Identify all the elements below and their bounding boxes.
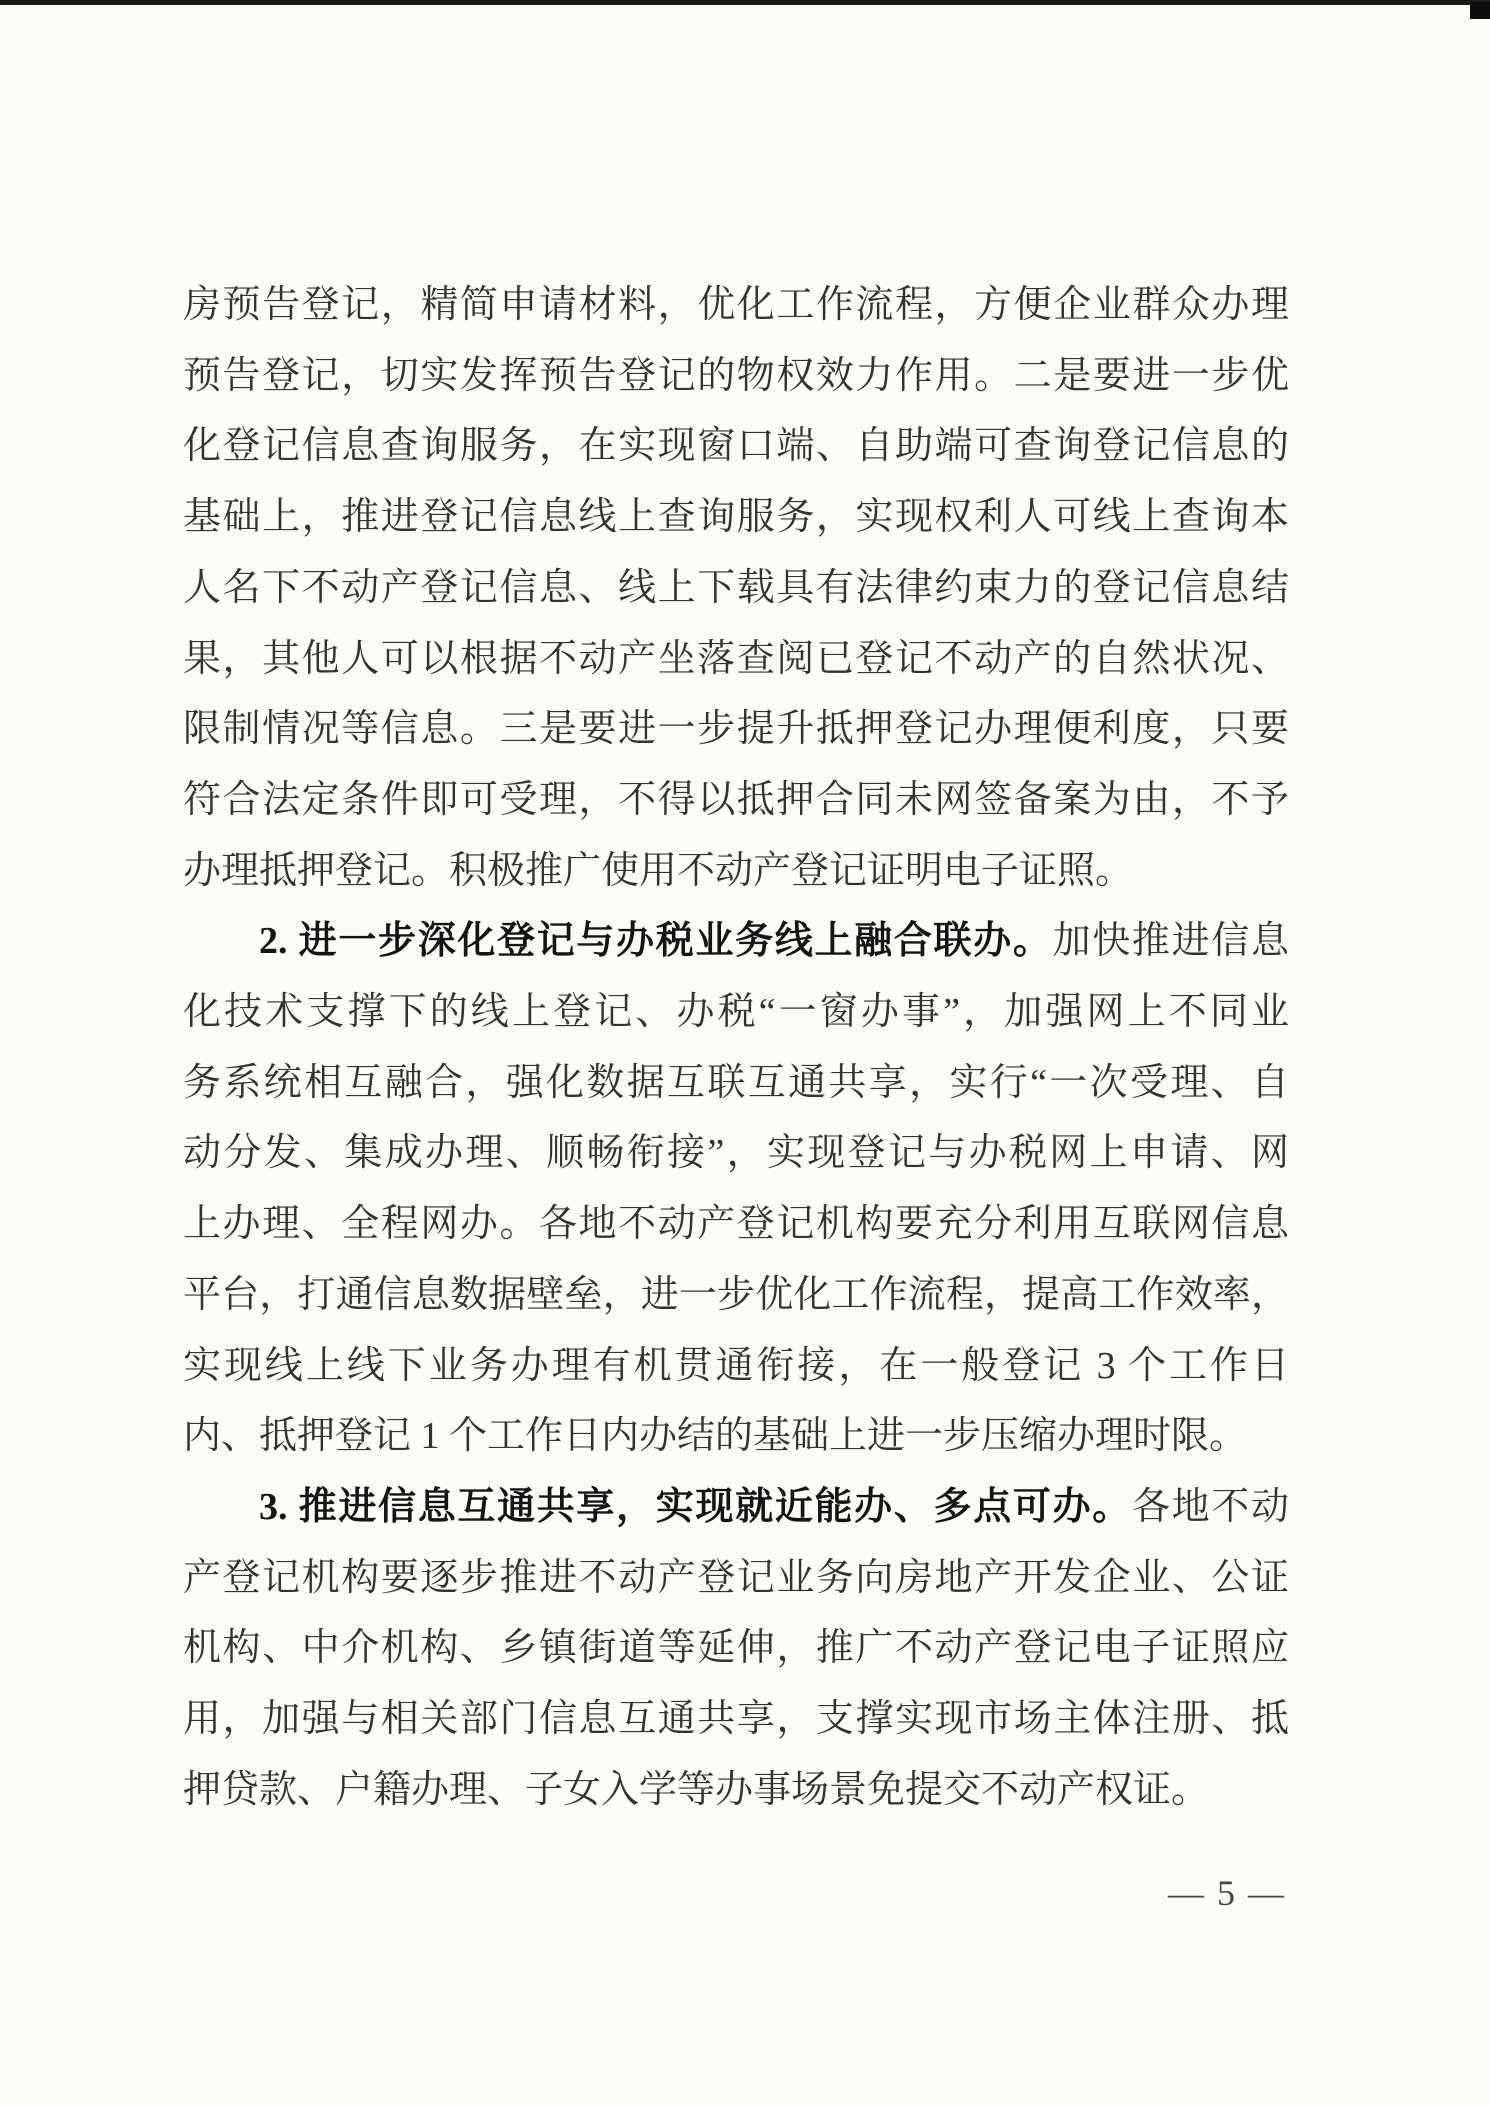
text-line <box>183 1189 1289 1260</box>
text-run: 实现线上线下业务办理有机贯通衔接，在一般登记 3 个工作日 <box>183 1344 1289 1387</box>
scan-corner-artifact <box>1470 2 1490 19</box>
scan-top-edge-artifact <box>0 0 1490 5</box>
text-line <box>183 765 1289 836</box>
text-line <box>183 482 1289 553</box>
text-run: 预告登记，切实发挥预告登记的物权效力作用。二是要进一步优 <box>183 354 1289 397</box>
text-line <box>183 341 1289 412</box>
text-run: 上办理、全程网办。各地不动产登记机构要充分利用互联网信息 <box>183 1203 1289 1246</box>
text-run: 动分发、集成办理、顺畅衔接”，实现登记与办税网上申请、网 <box>183 1132 1289 1175</box>
text-run: 符合法定条件即可受理，不得以抵押合同未网签备案为由，不予 <box>183 778 1289 821</box>
text-run: 房预告登记，精简申请材料，优化工作流程，方便企业群众办理 <box>183 284 1289 326</box>
text-run: 机构、中介机构、乡镇街道等延伸，推广不动产登记电子证照应 <box>183 1627 1289 1670</box>
text-run: 限制情况等信息。三是要进一步提升抵押登记办理便利度，只要 <box>183 708 1289 751</box>
text-line <box>183 1260 1289 1331</box>
text-run: 用，加强与相关部门信息互通共享，支撑实现市场主体注册、抵 <box>183 1698 1289 1741</box>
text-run: 务系统相互融合，强化数据互联互通共享，实行“一次受理、自 <box>183 1061 1289 1104</box>
text-run: 产登记机构要逐步推进不动产登记业务向房地产开发企业、公证 <box>183 1556 1289 1599</box>
text-line <box>183 270 1289 341</box>
text-line <box>183 1048 1289 1119</box>
text-run: 基础上，推进登记信息线上查询服务，实现权利人可线上查询本 <box>183 496 1289 539</box>
page-number: — 5 — <box>1168 1873 1286 1913</box>
text-line <box>183 553 1289 624</box>
text-run: 各地不动 <box>1131 1485 1289 1528</box>
text-line <box>183 694 1289 765</box>
text-line <box>183 1401 1289 1472</box>
text-run: 果，其他人可以根据不动产坐落查阅已登记不动产的自然状况、 <box>183 637 1289 680</box>
text-line <box>183 1613 1289 1684</box>
text-run: 化登记信息查询服务，在实现窗口端、自助端可查询登记信息的 <box>183 425 1289 468</box>
text-run: 化技术支撑下的线上登记、办税“一窗办事”，加强网上不同业 <box>183 991 1289 1034</box>
text-line <box>183 624 1289 695</box>
text-run: 加快推进信息 <box>1052 920 1289 963</box>
text-line <box>183 411 1289 482</box>
text-line <box>183 977 1289 1048</box>
body-text <box>183 270 1289 1825</box>
text-line <box>183 1118 1289 1189</box>
text-line <box>183 1331 1289 1402</box>
text-line <box>183 1755 1289 1826</box>
text-line <box>183 1543 1289 1614</box>
heading-run: 2. 进一步深化登记与办税业务线上融合联办。 <box>259 920 1053 963</box>
text-line <box>183 836 1289 907</box>
text-run: 办理抵押登记。积极推广使用不动产登记证明电子证照。 <box>183 849 1134 892</box>
text-line <box>183 1684 1289 1755</box>
text-run: 人名下不动产登记信息、线上下载具有法律约束力的登记信息结 <box>183 566 1289 609</box>
text-run: 内、抵押登记 1 个工作日内办结的基础上进一步压缩办理时限。 <box>183 1415 1248 1458</box>
text-run: 押贷款、户籍办理、子女入学等办事场景免提交不动产权证。 <box>183 1768 1210 1811</box>
heading-run: 3. 推进信息互通共享，实现就近能办、多点可办。 <box>259 1485 1132 1528</box>
text-line <box>183 1472 1289 1543</box>
text-run: 平台，打通信息数据壁垒，进一步优化工作流程，提高工作效率， <box>183 1273 1289 1316</box>
text-line <box>183 906 1289 977</box>
